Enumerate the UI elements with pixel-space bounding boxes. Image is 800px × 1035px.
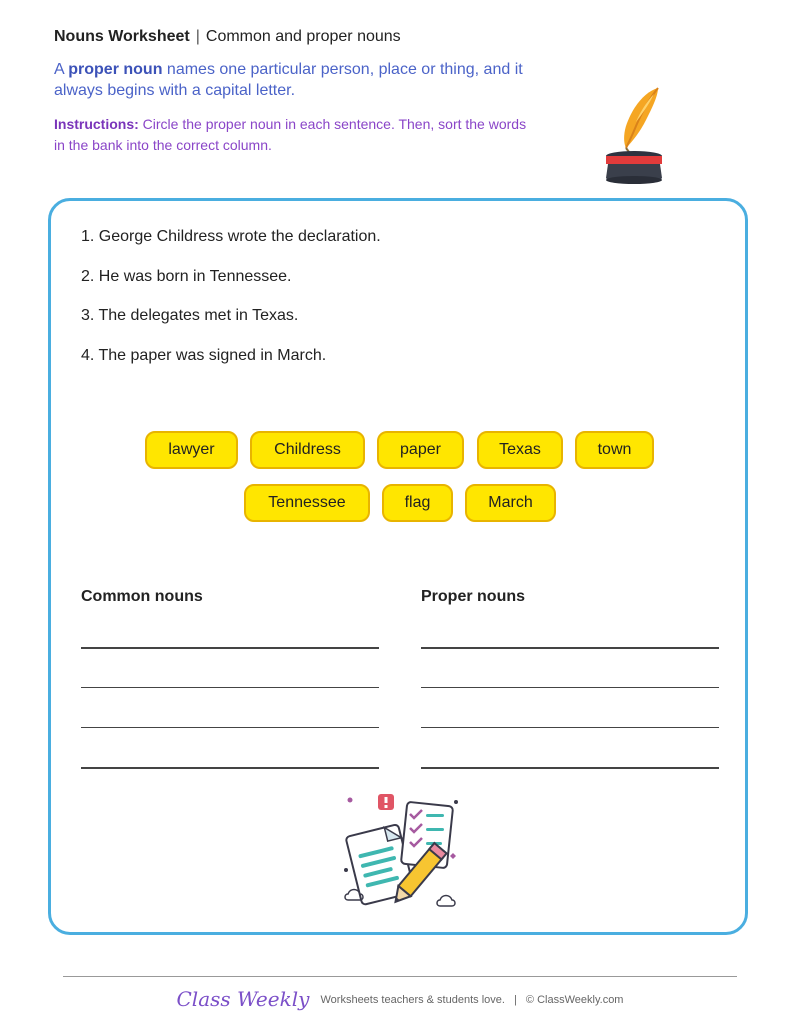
common-nouns-line-3[interactable] bbox=[81, 727, 379, 728]
word-chip-paper[interactable]: paper bbox=[377, 431, 464, 469]
instructions bbox=[54, 114, 534, 156]
proper-nouns-line-2[interactable] bbox=[421, 687, 719, 688]
footer-divider bbox=[63, 976, 737, 977]
word-chip-lawyer[interactable]: lawyer bbox=[145, 431, 238, 469]
common-nouns-heading: Common nouns bbox=[81, 588, 203, 605]
proper-nouns-line-1[interactable] bbox=[421, 647, 719, 649]
worksheet-header bbox=[54, 28, 401, 46]
worksheet-subtitle: Common and proper nouns bbox=[205, 28, 401, 45]
proper-nouns-line-4[interactable] bbox=[421, 767, 719, 769]
word-chip-texas[interactable]: Texas bbox=[477, 431, 563, 469]
word-chip-flag[interactable]: flag bbox=[382, 484, 453, 522]
worksheet-title: Nouns Worksheet bbox=[54, 28, 190, 45]
sentence-2[interactable]: 2. He was born in Tennessee. bbox=[81, 267, 292, 285]
sentence-1[interactable]: 1. George Childress wrote the declaration. bbox=[81, 228, 381, 245]
instructions-text: Circle the proper noun in each sentence. Then, sort the words in the bank into the correct column. bbox=[54, 116, 527, 153]
quill-inkwell-icon bbox=[596, 86, 676, 186]
proper-nouns-line-3[interactable] bbox=[421, 727, 719, 728]
proper-nouns-heading: Proper nouns bbox=[421, 588, 526, 605]
intro-rest: names one particular person, place or thing, and it always begins with a capital letter. bbox=[54, 61, 523, 99]
sentence-4[interactable]: 4. The paper was signed in March. bbox=[81, 346, 327, 364]
common-nouns-line-2[interactable] bbox=[81, 687, 379, 688]
word-chip-march[interactable]: March bbox=[465, 484, 556, 522]
sentence-list bbox=[81, 227, 381, 385]
footer-separator: | bbox=[514, 994, 517, 1006]
footer-site[interactable]: © ClassWeekly.com bbox=[525, 994, 624, 1006]
sentence-3[interactable]: 3. The delegates met in Texas. bbox=[81, 307, 299, 324]
word-chip-town[interactable]: town bbox=[575, 431, 654, 469]
class-weekly-logo: Class Weekly bbox=[176, 987, 310, 1011]
word-chip-childress[interactable]: Childress bbox=[250, 431, 365, 469]
intro-prefix: A bbox=[54, 61, 64, 78]
header-separator: | bbox=[195, 28, 200, 45]
worksheet-checklist-illustration bbox=[340, 790, 465, 912]
footer-tagline: Worksheets teachers & students love. bbox=[320, 994, 505, 1006]
intro-term: proper noun bbox=[68, 61, 163, 78]
word-chip-tennessee[interactable]: Tennessee bbox=[244, 484, 370, 522]
common-nouns-line-4[interactable] bbox=[81, 767, 379, 769]
common-nouns-line-1[interactable] bbox=[81, 647, 379, 649]
instructions-label: Instructions: bbox=[54, 116, 139, 132]
footer bbox=[0, 987, 800, 1011]
intro-definition bbox=[54, 59, 574, 101]
